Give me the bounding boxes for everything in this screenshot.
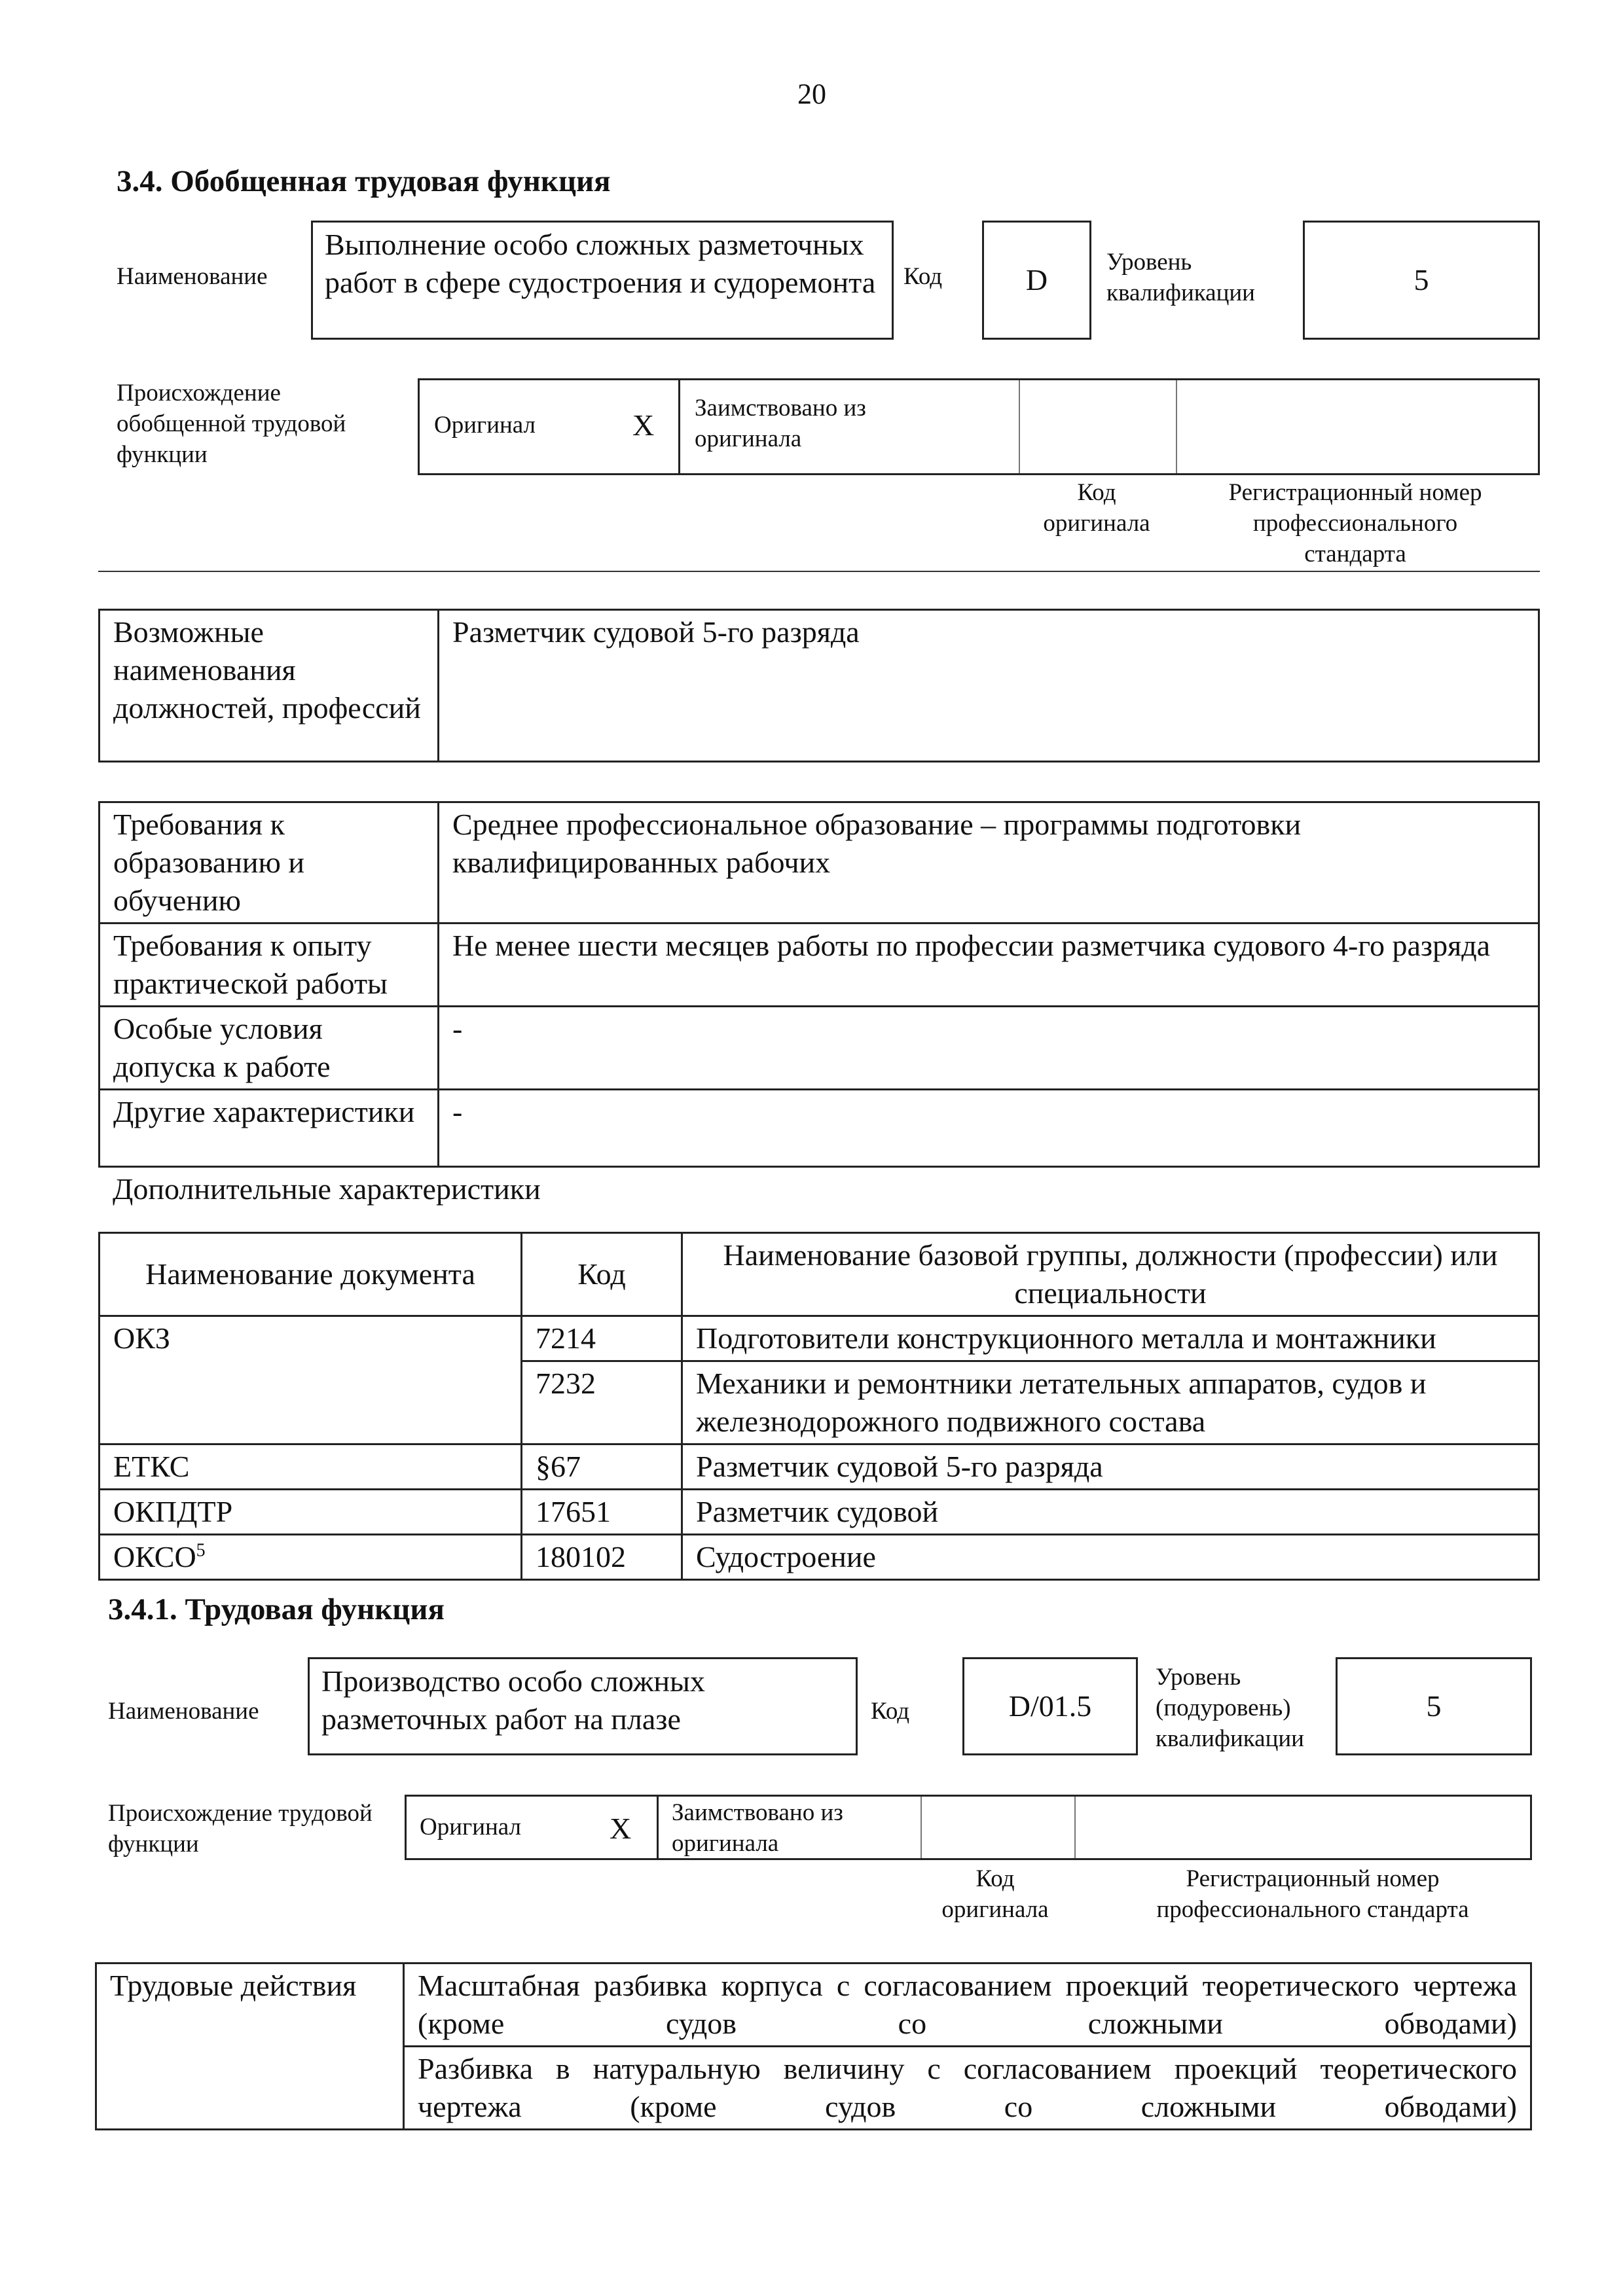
row-code: 180102 [522, 1534, 682, 1579]
row-doc-cell [100, 1534, 522, 1579]
gtf-original-label: Оригинал [434, 412, 536, 439]
requirements-table [98, 801, 1540, 1168]
req-other-label: Другие характеристики [100, 1089, 439, 1166]
tf-name-label: Наименование [108, 1698, 259, 1725]
gtf-origin-box [418, 378, 1540, 475]
row-code: 17651 [522, 1489, 682, 1534]
row-doc: ОКСО [113, 1539, 196, 1573]
row-code: 7232 [522, 1361, 682, 1444]
header-document: Наименование документа [100, 1233, 522, 1316]
gtf-origin-label: Происхождение обобщенной трудовой функции [117, 380, 346, 468]
row-name: Подготовители конструкционного металла и монтажники [682, 1316, 1539, 1361]
positions-table [98, 609, 1540, 762]
req-admission-label: Особые условия допуска к работе [100, 1006, 439, 1089]
header-group-name: Наименование базовой группы, должности (профессии) или специальности [682, 1233, 1539, 1316]
tf-origin-label: Происхождение трудовой функции [108, 1800, 373, 1857]
gtf-borrowed-label: Заимствовано из оригинала [695, 395, 866, 452]
row-doc: ЕТКС [100, 1444, 522, 1489]
actions-label: Трудовые действия [96, 1964, 404, 2130]
tf-heading: 3.4.1. Трудовая функция [108, 1592, 445, 1626]
tf-original-mark: X [610, 1812, 632, 1845]
row-doc: ОКПДТР [100, 1489, 522, 1534]
req-education-value: Среднее профессиональное образование – программы подготовки квалифицированных рабочих [439, 802, 1539, 924]
tf-reg-number-label: Регистрационный номер профессионального стандарта [1156, 1865, 1469, 1923]
req-other-value: - [439, 1089, 1539, 1166]
gtf-name-label: Наименование [117, 263, 268, 290]
additional-title: Дополнительные характеристики [113, 1172, 541, 1206]
gtf-original-mark: X [632, 408, 655, 442]
tf-borrowed-label: Заимствовано из оригинала [672, 1799, 843, 1857]
gtf-code-value: D [982, 221, 1091, 340]
req-education-label: Требования к образованию и обучению [100, 802, 439, 924]
tf-name-value: Производство особо сложных разметочных работ на плазе [308, 1657, 858, 1755]
positions-label: Возможные наименования должностей, профессий [100, 610, 439, 762]
tf-code-label: Код [871, 1698, 910, 1725]
row-doc: ОКЗ [100, 1316, 522, 1444]
additional-table [98, 1232, 1540, 1581]
req-experience-label: Требования к опыту практической работы [100, 923, 439, 1006]
gtf-code-label: Код [903, 263, 943, 290]
row-name: Разметчик судовой 5-го разряда [682, 1444, 1539, 1489]
row-code: 7214 [522, 1316, 682, 1361]
gtf-reg-number-label: Регистрационный номер профессионального стандарта [1228, 479, 1482, 567]
tf-orig-code-label: Код оригинала [941, 1865, 1049, 1923]
gtf-level-label: Уровень квалификации [1106, 249, 1255, 306]
row-name: Судостроение [682, 1534, 1539, 1579]
tf-level-value: 5 [1336, 1657, 1532, 1755]
header-code: Код [522, 1233, 682, 1316]
gtf-level-value: 5 [1303, 221, 1540, 340]
tf-level-label: Уровень (подуровень) квалификации [1156, 1664, 1304, 1752]
gtf-name-value: Выполнение особо сложных разметочных работ в сфере судостроения и судоремонта [311, 221, 894, 340]
row-name: Разметчик судовой [682, 1489, 1539, 1534]
row-name: Механики и ремонтники летательных аппаратов, судов и железнодорожного подвижного состава [682, 1361, 1539, 1444]
tf-original-label: Оригинал [420, 1814, 522, 1840]
tf-code-value: D/01.5 [962, 1657, 1138, 1755]
gtf-orig-code-label: Код оригинала [1043, 479, 1150, 537]
actions-table [95, 1962, 1532, 2130]
req-admission-value: - [439, 1006, 1539, 1089]
req-experience-value: Не менее шести месяцев работы по профессии разметчика судового 4-го разряда [439, 923, 1539, 1006]
page-number: 20 [797, 78, 826, 110]
row-code: §67 [522, 1444, 682, 1489]
action-item: Масштабная разбивка корпуса с согласованием проекций теоретического чертежа (кроме судов со сложными обводами) [404, 1964, 1531, 2047]
action-item: Разбивка в натуральную величину с согласованием проекций теоретического чертежа (кроме судов со сложными обводами) [404, 2046, 1531, 2129]
separator-line [98, 571, 1540, 572]
gtf-heading: 3.4. Обобщенная трудовая функция [117, 164, 611, 198]
positions-value: Разметчик судовой 5-го разряда [439, 610, 1539, 762]
footnote-mark: 5 [196, 1540, 206, 1561]
tf-origin-box [405, 1795, 1532, 1860]
